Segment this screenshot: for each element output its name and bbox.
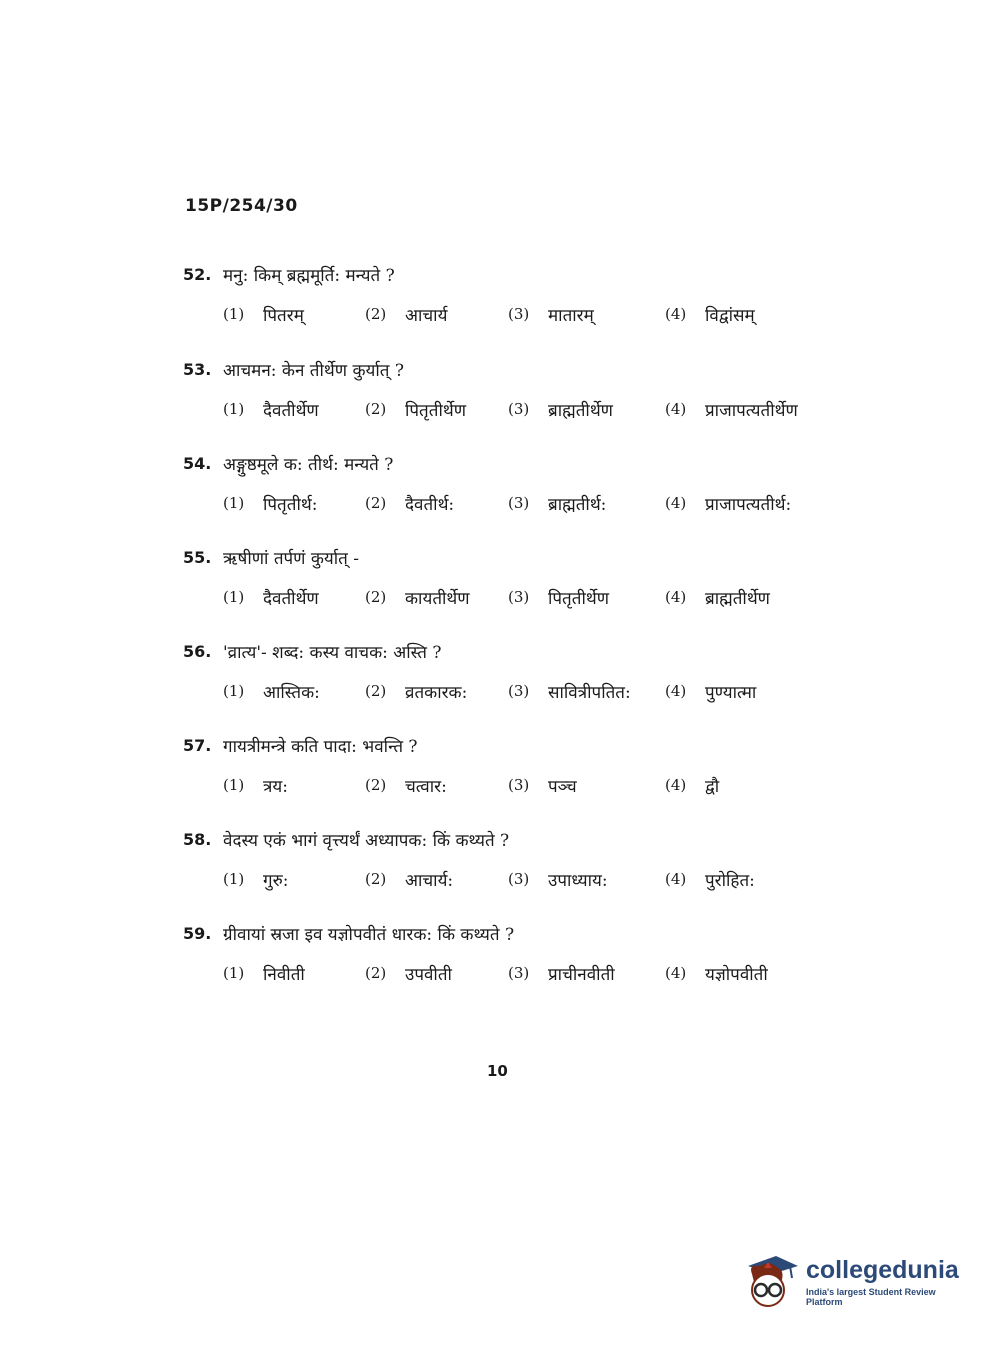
option-label: (4) xyxy=(665,870,687,888)
option-2 xyxy=(365,392,466,426)
question-number: 52. xyxy=(183,264,212,284)
question-55 xyxy=(183,540,903,614)
option-text: विद्वांसम् xyxy=(705,305,755,326)
option-label: (2) xyxy=(365,588,387,606)
option-text: द्वौ xyxy=(705,776,720,797)
question-text: अङ्गुष्ठमूले क: तीर्थ: मन्यते ? xyxy=(223,454,394,475)
logo-tagline: India's largest Student Review Platform xyxy=(806,1286,936,1307)
question-text: गायत्रीमन्त्रे कति पादा: भवन्ति ? xyxy=(223,736,418,757)
option-2 xyxy=(365,674,467,708)
option-label: (2) xyxy=(365,870,387,888)
option-label: (3) xyxy=(508,400,530,418)
option-text: निवीती xyxy=(263,964,305,985)
option-3 xyxy=(508,956,615,990)
question-56 xyxy=(183,634,903,708)
option-text: व्रतकारक: xyxy=(405,682,468,703)
option-text: पितृतीर्थ: xyxy=(263,494,318,515)
option-label: (1) xyxy=(223,588,245,606)
question-54 xyxy=(183,446,903,520)
option-1 xyxy=(223,297,304,331)
option-label: (3) xyxy=(508,964,530,982)
option-text: कायतीर्थेण xyxy=(405,588,470,609)
option-1 xyxy=(223,862,288,896)
option-text: उपाध्याय: xyxy=(548,870,608,891)
mascot-icon xyxy=(742,1252,800,1310)
option-3 xyxy=(508,768,577,802)
option-label: (3) xyxy=(508,588,530,606)
option-text: गुरु: xyxy=(263,870,289,891)
option-label: (4) xyxy=(665,494,687,512)
option-text: त्रय: xyxy=(263,776,288,797)
option-label: (4) xyxy=(665,776,687,794)
option-label: (1) xyxy=(223,964,245,982)
options-row xyxy=(183,392,903,426)
option-1 xyxy=(223,580,319,614)
option-2 xyxy=(365,956,452,990)
option-label: (2) xyxy=(365,776,387,794)
options-row xyxy=(183,297,903,331)
option-1 xyxy=(223,956,305,990)
option-4 xyxy=(665,297,755,331)
option-1 xyxy=(223,392,319,426)
option-label: (3) xyxy=(508,776,530,794)
collegedunia-logo xyxy=(742,1250,972,1312)
question-number: 58. xyxy=(183,829,212,849)
option-2 xyxy=(365,862,453,896)
option-label: (1) xyxy=(223,494,245,512)
option-2 xyxy=(365,486,454,520)
option-label: (3) xyxy=(508,682,530,700)
question-57 xyxy=(183,728,903,802)
options-row xyxy=(183,768,903,802)
option-text: पितरम् xyxy=(263,305,304,326)
option-text: प्राचीनवीती xyxy=(548,964,615,985)
option-2 xyxy=(365,768,447,802)
option-label: (4) xyxy=(665,964,687,982)
question-59 xyxy=(183,916,903,990)
option-1 xyxy=(223,486,317,520)
option-4 xyxy=(665,862,755,896)
question-text: 'व्रात्य'- शब्द: कस्य वाचक: अस्ति ? xyxy=(223,642,442,663)
option-text: उपवीती xyxy=(405,964,452,985)
option-3 xyxy=(508,486,606,520)
option-4 xyxy=(665,674,756,708)
option-label: (3) xyxy=(508,494,530,512)
options-row xyxy=(183,862,903,896)
question-text: ग्रीवायां स्रजा इव यज्ञोपवीतं धारक: किं कथ्यते ? xyxy=(223,924,515,945)
option-text: ब्राह्मतीर्थेण xyxy=(548,400,613,421)
question-number: 57. xyxy=(183,735,212,755)
option-3 xyxy=(508,580,609,614)
option-label: (2) xyxy=(365,305,387,323)
option-text: यज्ञोपवीती xyxy=(705,964,768,985)
option-4 xyxy=(665,768,719,802)
option-4 xyxy=(665,580,770,614)
option-text: ब्राह्मतीर्थेण xyxy=(705,588,770,609)
option-text: दैवतीर्थेण xyxy=(263,588,319,609)
question-52 xyxy=(183,257,903,331)
question-58 xyxy=(183,822,903,896)
option-text: पितृतीर्थेण xyxy=(548,588,609,609)
logo-name: collegedunia xyxy=(806,1255,959,1284)
option-label: (1) xyxy=(223,682,245,700)
option-label: (2) xyxy=(365,682,387,700)
option-text: पुण्यात्मा xyxy=(705,682,757,703)
question-text: मनु: किम् ब्रह्ममूर्ति: मन्यते ? xyxy=(223,265,395,286)
page-number: 10 xyxy=(487,1062,508,1080)
option-2 xyxy=(365,297,447,331)
option-text: आचार्य: xyxy=(405,870,454,891)
option-label: (1) xyxy=(223,776,245,794)
paper-code: 15P/254/30 xyxy=(185,196,298,216)
question-number: 59. xyxy=(183,923,212,943)
option-1 xyxy=(223,768,288,802)
option-3 xyxy=(508,674,631,708)
question-text: वेदस्य एकं भागं वृत्त्यर्थं अध्यापक: किं कथ्यते ? xyxy=(223,830,510,851)
option-4 xyxy=(665,486,791,520)
option-text: सावित्रीपतित: xyxy=(548,682,631,703)
question-number: 55. xyxy=(183,547,212,567)
option-text: मातारम् xyxy=(548,305,594,326)
option-3 xyxy=(508,392,613,426)
question-text: आचमन: केन तीर्थेण कुर्यात् ? xyxy=(223,360,404,381)
option-label: (2) xyxy=(365,964,387,982)
option-label: (3) xyxy=(508,870,530,888)
option-label: (4) xyxy=(665,588,687,606)
option-label: (1) xyxy=(223,400,245,418)
option-text: दैवतीर्थेण xyxy=(263,400,319,421)
option-text: दैवतीर्थ: xyxy=(405,494,455,515)
option-text: प्राजापत्यतीर्थेण xyxy=(705,400,798,421)
question-number: 56. xyxy=(183,641,212,661)
option-label: (4) xyxy=(665,305,687,323)
option-3 xyxy=(508,862,608,896)
option-text: पितृतीर्थेण xyxy=(405,400,466,421)
options-row xyxy=(183,486,903,520)
option-text: आचार्य xyxy=(405,305,448,326)
option-text: आस्तिक: xyxy=(263,682,320,703)
option-label: (3) xyxy=(508,305,530,323)
option-4 xyxy=(665,392,798,426)
option-2 xyxy=(365,580,470,614)
option-label: (4) xyxy=(665,682,687,700)
option-label: (2) xyxy=(365,400,387,418)
option-label: (2) xyxy=(365,494,387,512)
option-1 xyxy=(223,674,320,708)
option-3 xyxy=(508,297,594,331)
option-text: पुरोहित: xyxy=(705,870,755,891)
question-53 xyxy=(183,352,903,426)
option-label: (1) xyxy=(223,305,245,323)
question-number: 53. xyxy=(183,359,212,379)
option-text: चत्वार: xyxy=(405,776,447,797)
question-text: ऋषीणां तर्पणं कुर्यात् - xyxy=(223,548,360,569)
option-label: (1) xyxy=(223,870,245,888)
option-text: प्राजापत्यतीर्थ: xyxy=(705,494,792,515)
options-row xyxy=(183,956,903,990)
option-text: पञ्च xyxy=(548,776,577,797)
option-4 xyxy=(665,956,768,990)
options-row xyxy=(183,674,903,708)
options-row xyxy=(183,580,903,614)
option-text: ब्राह्मतीर्थ: xyxy=(548,494,607,515)
question-number: 54. xyxy=(183,453,212,473)
option-label: (4) xyxy=(665,400,687,418)
